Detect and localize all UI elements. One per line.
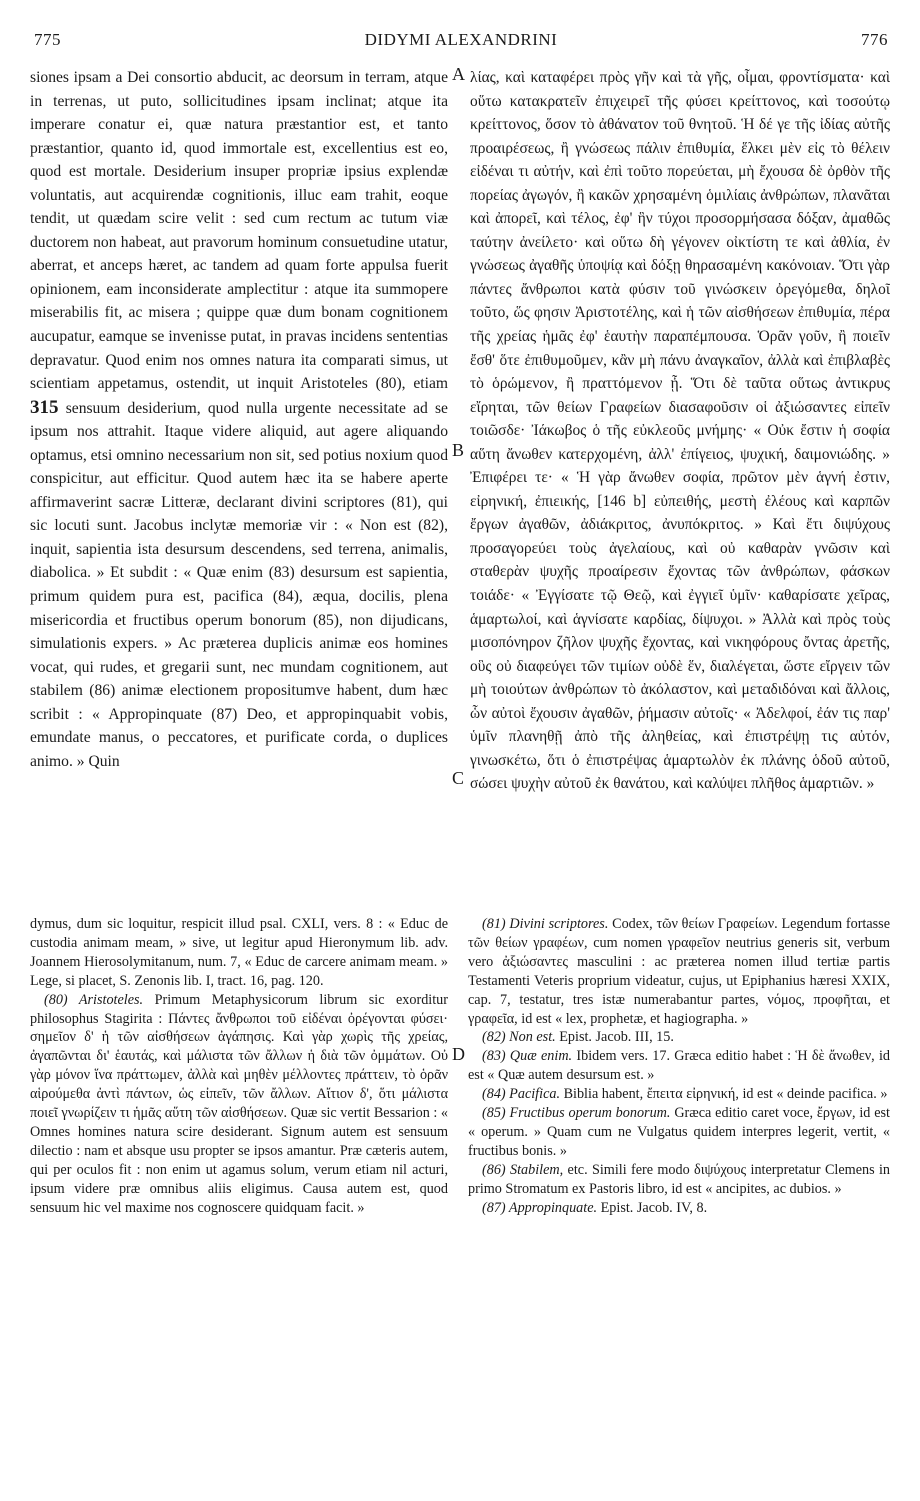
greek-paragraph: λίας, καὶ καταφέρει πρὸς γῆν καὶ τὰ γῆς, οἶμαι, φροντίσματα· καὶ οὕτω κατακρατεῖν ἐπιχειρεῖ τῆς φύσει κρείττονος, καὶ τοσούτῳ κρείττονος, ὅσον τὸ ἀθάνατον τοῦ θνητοῦ. Ἡ δέ γε τῆς ἰδίας αὐτῆς προαιρέσεως, ἢ γνώσεως πάλιν ἐπιθυμία, ἕλκει μὲν εἰς τὸ θέλειν εἰδέναι τι αὐτήν, καὶ ἐπὶ τοῦτο πορεύεται, μὴ ἔχουσα δὲ ὀρθὸν τῆς πορείας ἀγωγόν, ἢ κακῶν χρησαμένη ὁμιλίαις ἀνθρώπων, πλανᾶται καὶ ἀπορεῖ, καὶ τέλος, ἐφ' ἣν τύχοι προσορμήσασα δόξαν, ἀμαθῶς ταύτην ἀνείλετο· καὶ οὕτω δὴ γέγονεν οἰκτίστη τε καὶ ἀθλία, ἐν γνώσεως ἀγαθῆς ὑποψίᾳ καὶ δόξῃ θηρασαμένη κακόνοιαν. Ὅτι γὰρ πάντες ἄνθρωποι κατὰ φύσιν τοῦ γινώσκειν ὀρεγόμεθα, δηλοῖ τοῦτο, ὥς φησιν Ἀριστοτέλης, καὶ ἡ τῶν αἰσθήσεων ἐπιθυμία, πέρα τῆς χρείας ἡμᾶς ἐφ' ἑαυτὴν παραπέμπουσα. Ὁρᾶν γοῦν, ἢ ποιεῖν ἔσθ' ὅτε ἐπιθυμοῦμεν, κἂν μὴ πάνυ ἀναγκαῖον, ἀλλὰ καὶ ἐπιβλαβὲς τὸ ὁρώμενον, ἢ πραττόμενον ᾖ. Ὅτι δὲ ταῦτα οὕτως ἀντικρυς εἴρηται, τῶν θείων Γραφείων διασαφοῦσιν οἱ ἀξιώσαντες εἰπεῖν τοιῶσδε· Ἰάκωβος ὁ τῆς εὐκλεοῦς μνήμης· « Οὐκ ἔστιν ἡ σοφία αὕτη ἄνωθεν κατερχομένη, ἀλλ' ἐπίγειος, ψυχική, δαιμονιώδης. » Ἐπιφέρει τε· « Ἡ γὰρ ἄνωθεν σοφία, πρῶτον μὲν ἁγνή ἐστιν, εἰρηνική, ἐπιεικής, [146 b] εὐπειθής, μεστὴ ἐλέους καὶ καρπῶν ἔργων ἀγαθῶν, ἀδιάκριτος, ἀνυπόκριτος. » Καὶ ἔτι διψύχους προσαγορεύει τοὺς ἀγελαίους, καὶ οὐ καθαρὰν γνῶσιν καὶ σταθερὰν ψυχῆς προαίρεσιν ἔχοντας τῶν ἀνθρώπων, φάσκων τοιάδε· « Ἐγγίσατε τῷ Θεῷ, καὶ ἐγγιεῖ ὑμῖν· καθαρίσατε χεῖρας, ἁμαρτωλοί, καὶ ἁγνίσατε καρδίας, δίψυχοι. » Ἀλλὰ καὶ πρὸς τοὺς μισοπόνηρον ζῆλον ψυχῆς ἔχοντας, καὶ νικηφόρους ὄντας ἀρετῆς, οὓς οὐ διαφεύγει τῶν τιμίων οὐδὲ ἕν, διαλέγεται, ὥστε εἴργειν τῶν μὴ τοιούτων ἀνθρώπων τὸ ἀκόλαστον, καὶ μεταδιδόναι καὶ ἄλλοις, ὧν αὐτοὶ ἔχουσιν ἀγαθῶν, ῥήμασιν αὐτοῖς· « Ἀδελφοί, ἐάν τις παρ' ὑμῖν πλανηθῇ ἀπὸ τῆς ἀληθείας, καὶ ἐπιστρέψῃ τις αὐτόν, γινωσκέτω, ὅτι ὁ ἐπιστρέψας ἁμαρτωλὸν ἐκ πλάνης ὁδοῦ αὐτοῦ, σώσει ψυχὴν αὐτοῦ ἐκ θανάτου, καὶ καλύψει πλῆθος ἁμαρτιῶν. » — [470, 69, 890, 793]
footnote-head: (81) Divini scriptores. — [482, 916, 609, 932]
inline-page-reference: 315 — [30, 396, 59, 418]
page-number-left: 775 — [34, 30, 61, 49]
footnote-head: (80) Aristoteles. — [44, 991, 144, 1008]
footnote-head: (87) Appropinquate. — [482, 1199, 598, 1216]
latin-text-column — [30, 66, 448, 896]
margin-mark-c: C — [452, 768, 465, 788]
footnote-text: Biblia habent, ἔπειτα εἰρηνική, id est « deinde pacifica. » — [563, 1086, 888, 1103]
footnote-text: etc. Simili fere modo διψύχους interpretatur Clemens in primo Stromatum ex Pastoris libro, id est « ancipites, ac dubios. » — [468, 1161, 890, 1197]
footnote-84 — [468, 1085, 890, 1104]
footnote-82 — [468, 1028, 890, 1047]
footnote-continuation — [30, 915, 448, 991]
latin-paragraph — [30, 66, 448, 773]
footnote-text: Codex, τῶν θείων Γραφείων. Legendum fortasse τῶν θείων γραφέων, cum nomen γραφεῖον neutrius generis sit, verbum vero ἀξιώσαντες masculini : ac præterea nomen illud tertiæ partis Testamenti Veteris proprium videatur, cujus, ut Epiphanius hæresi XXIX, cap. 7, testatur, tres istæ numerabantur partes, νόμος, προφῆται, et γραφεῖα, id est « lex, prophetæ, et hagiographa. » — [468, 916, 890, 1027]
margin-mark-b: B — [452, 440, 465, 460]
footnotes-right-column — [468, 915, 890, 1485]
greek-text-column — [470, 66, 890, 896]
footnote-head: (85) Fructibus operum bonorum. — [482, 1105, 671, 1122]
page-number-right: 776 — [861, 30, 888, 49]
footnote-86 — [468, 1161, 890, 1199]
footnote-head: (83) Quæ enim. — [482, 1048, 573, 1065]
margin-mark-a: A — [452, 64, 465, 84]
footnote-80 — [30, 991, 448, 1218]
footnote-81 — [468, 915, 890, 1028]
footnote-text: Epist. Jacob. IV, 8. — [600, 1199, 708, 1216]
running-title: DIDYMI ALEXANDRINI — [364, 30, 558, 49]
footnote-text: Græca editio caret voce, ἔργων, id est « operum. » Quam cum ne Vulgatus quidem interpres legerit, vertit, « fructibus bonis. » — [468, 1105, 890, 1159]
footnote-text: Primum Metaphysicorum librum sic exorditur philosophus Stagirita : Πάντες ἄνθρωποι τοῦ εἰδέναι ὀρέγονται φύσει· σημεῖον δ' ἡ τῶν αἰσθήσεων ἀγάπησις. Καὶ γὰρ χωρὶς τῆς χρείας, ἀγαπῶνται δι' ἑαυτάς, καὶ μάλιστα τῶν ἄλλων ἡ διὰ τῶν ὀμμάτων. Οὐ γὰρ μόνον ἵνα πράττωμεν, ἀλλὰ καὶ μηθὲν μέλλοντες πράττειν, τὸ ὁρᾶν αἱρούμεθα ἀντὶ πάντων, ὡς εἰπεῖν, τῶν ἄλλων. Αἴτιον δ', ὅτι μάλιστα ποιεῖ γνωρίζειν τι ἡμᾶς αὕτη τῶν αἰσθήσεων. Quæ sic vertit Bessarion : « Omnes homines natura scire desiderant. Signum autem est sensuum dilectio : nam et absque usu propter se ipsos amantur. Præ cæteris autem, qui per oculos fit : non enim ut agamus solum, verum etiam nil acturi, ipsum videre præ omnibus aliis eligimus. Causa autem est, quod sensuum hic vel maxime nos cognoscere quidquam facit. » — [30, 991, 448, 1216]
latin-text-part-1: siones ipsam a Dei consortio abducit, ac deorsum in terram, atque in terrenas, ut puto, sollicitudines ipsam inclinat; atque ita imperare conatur ei, quæ natura præstantior est, et tanto præstantior, quanto id, quod immortale est, excellentius est eo, quod est mortale. Desiderium insuper propriæ ipsius explendæ voluntatis, aut acquirendæ cognitionis, illuc eam trahit, eoque tendit, ut quædam scire velit : sed cum rectum ac tutum viæ ductorem non habeat, aut pravorum hominum consuetudine utatur, aberrat, et anceps hæret, ac tandem ad quam forte appulsa fuerit opinionem, eam inconsiderate amplectitur : atque ita summopere miserabilis fit, ac misera ; quippe quæ dum bonam cognitionem aucupatur, eamque se invenisse putat, in pravas incidens sententias depravatur. Quod enim nos omnes natura ita comparati simus, ut scientiam appetamus, ostendit, ut inquit Aristoteles (80), etiam — [30, 69, 448, 393]
footnote-text: Ibidem vers. 17. Græca editio habet : Ἡ δὲ ἄνωθεν, id est « Quæ autem desursum est. » — [468, 1048, 890, 1084]
footnote-head: (84) Pacifica. — [482, 1086, 561, 1103]
footnote-head: (86) Stabilem, — [482, 1161, 564, 1178]
footnote-text: Epist. Jacob. III, 15. — [559, 1029, 674, 1046]
footnote-85 — [468, 1104, 890, 1161]
page-header — [34, 30, 888, 54]
margin-mark-d: D — [452, 1044, 465, 1064]
footnote-head: (82) Non est. — [482, 1029, 556, 1046]
footnote-text: dymus, dum sic loquitur, respicit illud psal. CXLI, vers. 8 : « Educ de custodia animam meam, » sive, ut legitur apud Hieronymum lib. adv. Joannem Hierosolymitanum, num. 7, « Educ de carcere animam meam. » Lege, si placet, S. Zenonis lib. I, tract. 16, pag. 120. — [30, 916, 448, 989]
footnote-83 — [468, 1047, 890, 1085]
latin-text-part-2: sensuum desiderium, quod nulla urgente necessitate ad se ipsum nos attrahit. Itaque videre aliquid, aut agere aliquando optamus, etsi omnino necessarium non sit, sed potius noxium quod conspicitur, aut efficitur. Quod autem hæc ita se habere aperte affirmaverint sacræ Litteræ, declarant divini scriptores (81), qui sic locuti sunt. Jacobus inclytæ memoriæ vir : « Non est (82), inquit, sapientia ista desursum descendens, sed terrena, animalis, diabolica. » Et subdit : « Quæ enim (83) desursum est sapientia, primum quidem pura est, pacifica (84), æqua, docilis, plena misericordia et fructibus operum bonorum (85), non dijudicans, simulationis expers. » Ac præterea duplicis animæ eos homines vocat, qui rudes, et gregarii sunt, nec mundam cognitionem, aut stabilem (86) animæ electionem propositumve habent, dum hæc scribit : « Appropinquate (87) Deo, et appropinquabit vobis, emundate manus, o peccatores, et purificate corda, o duplices animo. » Quin — [30, 399, 448, 770]
footnote-87 — [468, 1199, 890, 1218]
footnotes-left-column — [30, 915, 448, 1485]
